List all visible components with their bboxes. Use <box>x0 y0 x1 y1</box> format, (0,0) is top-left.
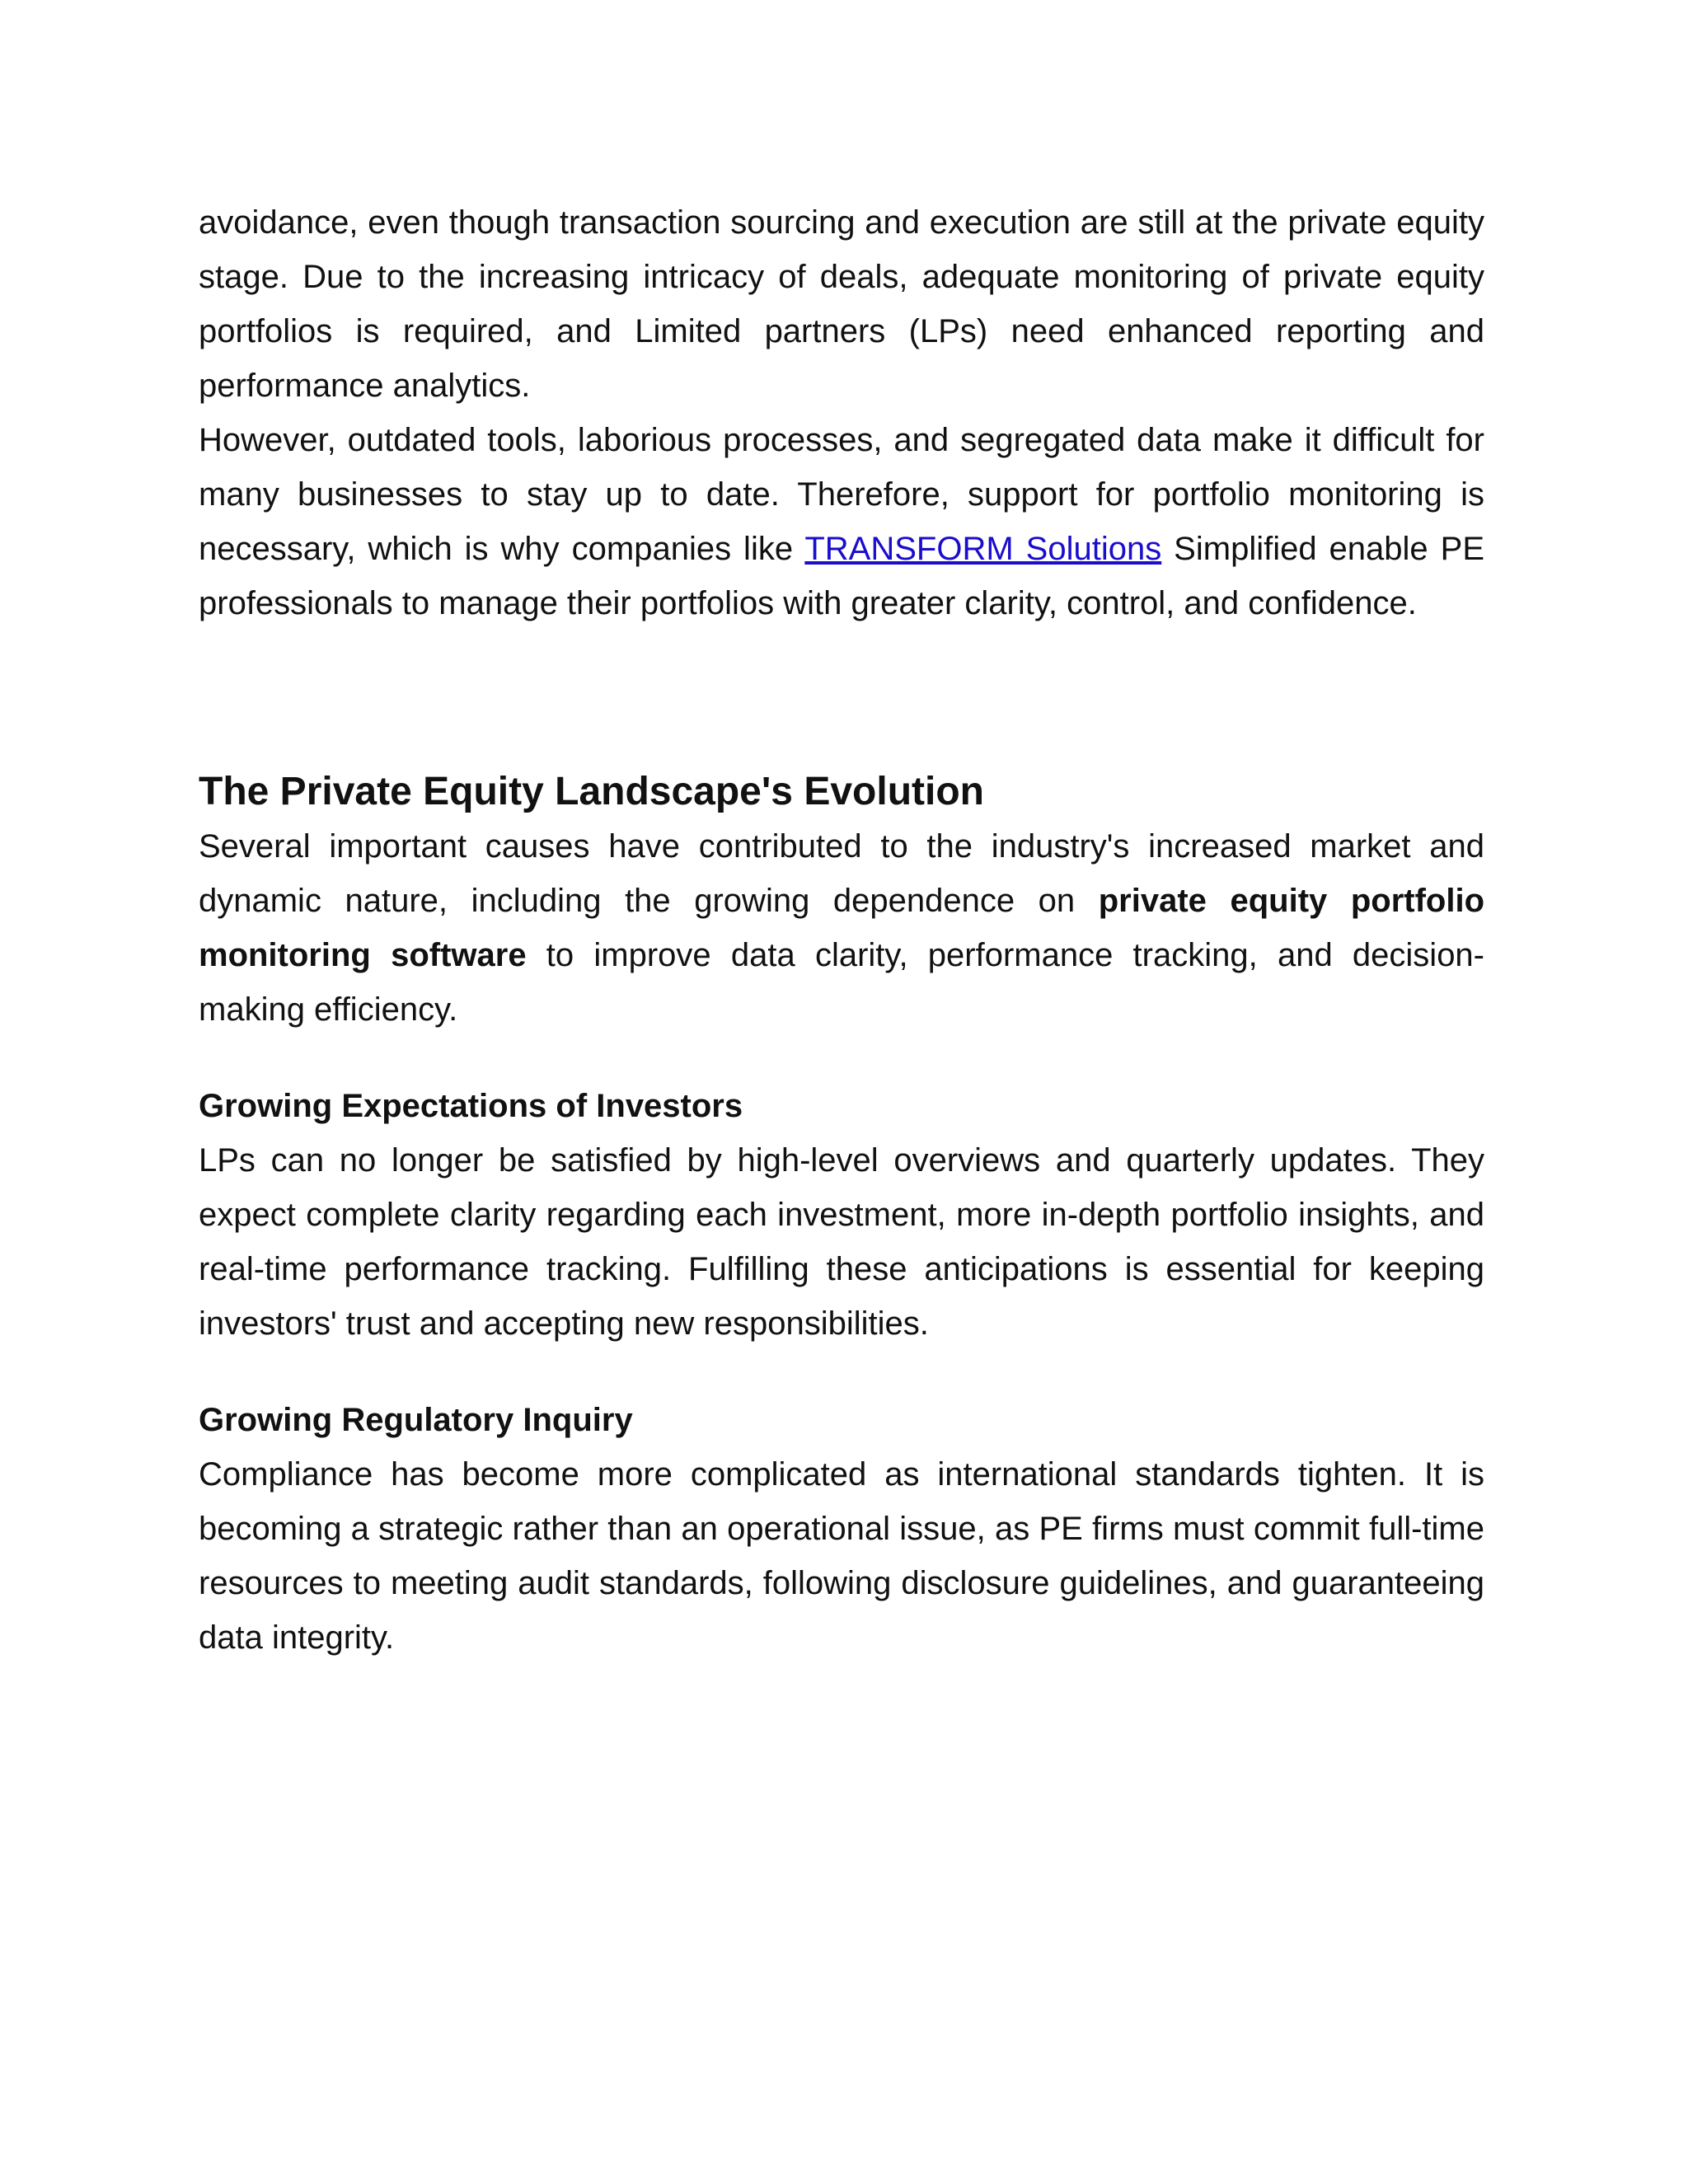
paragraph-text: to improve data clarity, performance tracking, and decision-making efficiency. <box>199 937 1485 1028</box>
landscape-paragraph <box>199 819 1484 1037</box>
subheading-regulatory-inquiry: Growing Regulatory Inquiry <box>199 1402 633 1438</box>
investor-expectations-paragraph: LPs can no longer be satisfied by high-level overviews and quarterly updates. They expect complete clarity regarding each investment, more in-depth portfolio insights, and real-time performance tracking. Fulfilling these anticipations is essential for keeping investors' trust and accepting new responsibilities. <box>199 1142 1484 1342</box>
bold-keyword: private equity portfolio monitoring software <box>199 883 1484 973</box>
regulatory-inquiry-paragraph: Compliance has become more complicated as international standards tighten. It is becoming a strategic rather than an operational issue, as PE firms must commit full-time resources to meeting audit standards, following disclosure guidelines, and guaranteeing data integrity. <box>199 1456 1484 1656</box>
section-heading: The Private Equity Landscape's Evolution <box>199 770 984 813</box>
intro-paragraph: avoidance, even though transaction sourcing and execution are still at the private equity stage. Due to the increasing intricacy of deals, adequate monitoring of private equity portfolios is required, and Limited partners (LPs) need enhanced reporting and performance analytics. <box>199 204 1484 404</box>
paragraph-text: Several important causes have contributed to the industry's increased market and dynamic nature, including the growing dependence on <box>199 828 1484 919</box>
portfolio-monitoring-paragraph <box>199 413 1484 630</box>
transform-solutions-link[interactable]: TRANSFORM Solutions <box>804 531 1162 567</box>
paragraph-text: Simplified enable PE professionals to manage their portfolios with greater clarity, control, and confidence. <box>199 531 1485 621</box>
paragraph-text: However, outdated tools, laborious processes, and segregated data make it difficult for many businesses to stay up to date. Therefore, support for portfolio monitoring is necessary, which is why companies like <box>199 422 1484 567</box>
subheading-investor-expectations: Growing Expectations of Investors <box>199 1088 743 1124</box>
document-body <box>199 195 1484 1665</box>
